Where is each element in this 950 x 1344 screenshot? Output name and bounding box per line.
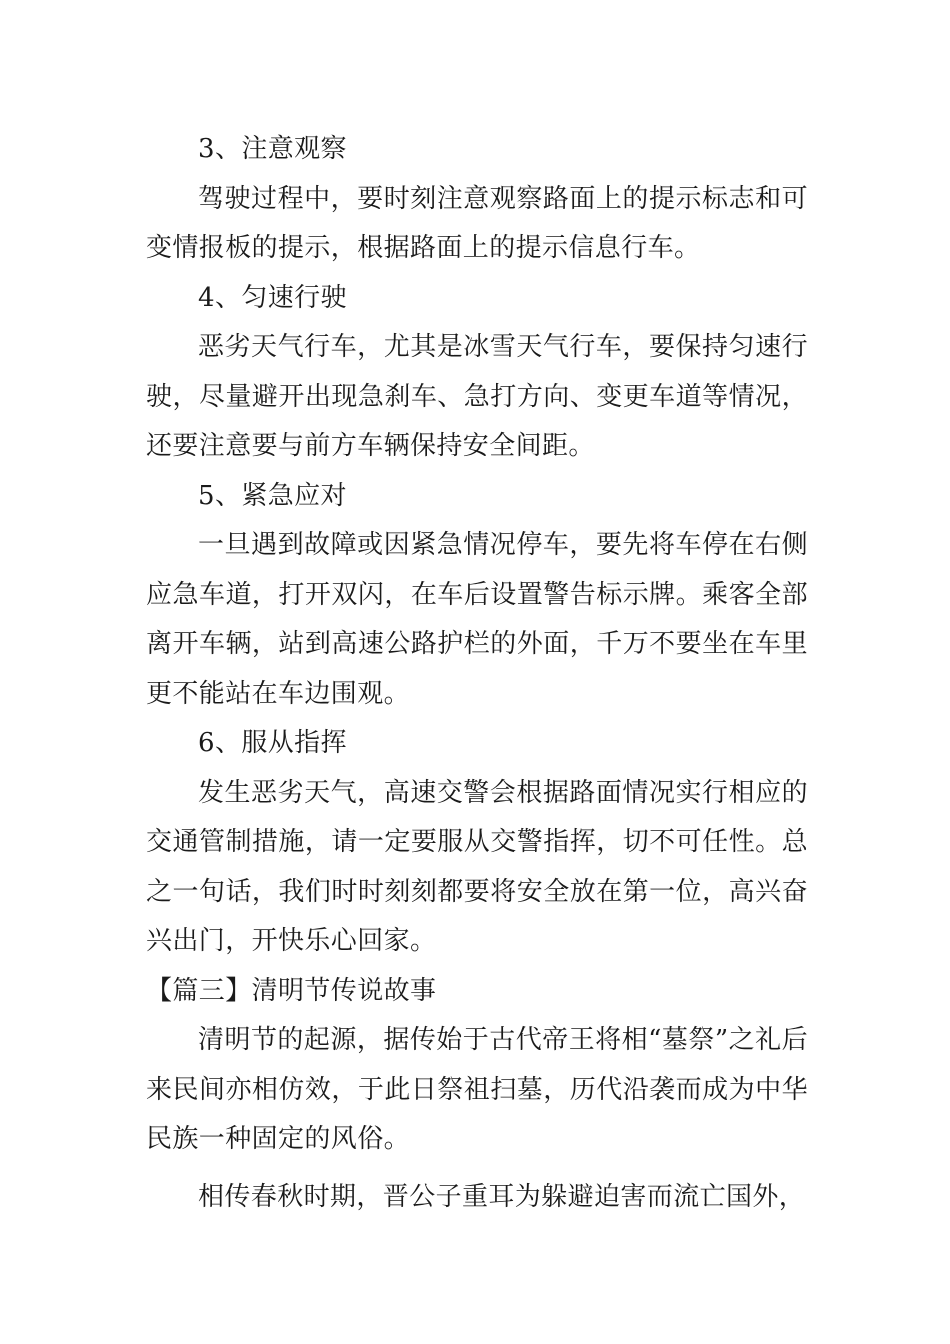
section-heading-emergency: 5、紧急应对	[198, 480, 347, 511]
paragraph-emergency: 一旦遇到故障或因紧急情况停车，要先将车停在右侧应急车道，打开双闪，在车后设置警告标示牌。乘客全部离开车辆，站到高速公路护栏的外面，千万不要坐在车里更不能站在车边围观。	[146, 530, 808, 709]
chapter-title: 【篇三】清明节传说故事	[146, 975, 437, 1006]
paragraph-steady-speed: 恶劣天气行车，尤其是冰雪天气行车，要保持匀速行驶，尽量避开出现急刹车、急打方向、变更车道等情况，还要注意要与前方车辆保持安全间距。	[146, 332, 808, 461]
paragraph-origin: 清明节的起源，据传始于古代帝王将相“墓祭”之礼后来民间亦相仿效，于此日祭祖扫墓，历代沿袭而成为中华民族一种固定的风俗。	[146, 1025, 808, 1154]
document-body	[146, 125, 808, 1222]
paragraph-observe: 驾驶过程中，要时刻注意观察路面上的提示标志和可变情报板的提示，根据路面上的提示信息行车。	[146, 183, 808, 263]
section-heading-steady-speed: 4、匀速行驶	[198, 282, 347, 313]
paragraph-legend: 相传春秋时期，晋公子重耳为躲避迫害而流亡国外，	[198, 1181, 806, 1212]
paragraph-obey: 发生恶劣天气，高速交警会根据路面情况实行相应的交通管制措施，请一定要服从交警指挥，切不可任性。总之一句话，我们时时刻刻都要将安全放在第一位，高兴奋兴出门，开快乐心回家。	[146, 777, 808, 956]
section-heading-observe: 3、注意观察	[198, 134, 347, 164]
section-heading-obey: 6、服从指挥	[198, 728, 347, 758]
